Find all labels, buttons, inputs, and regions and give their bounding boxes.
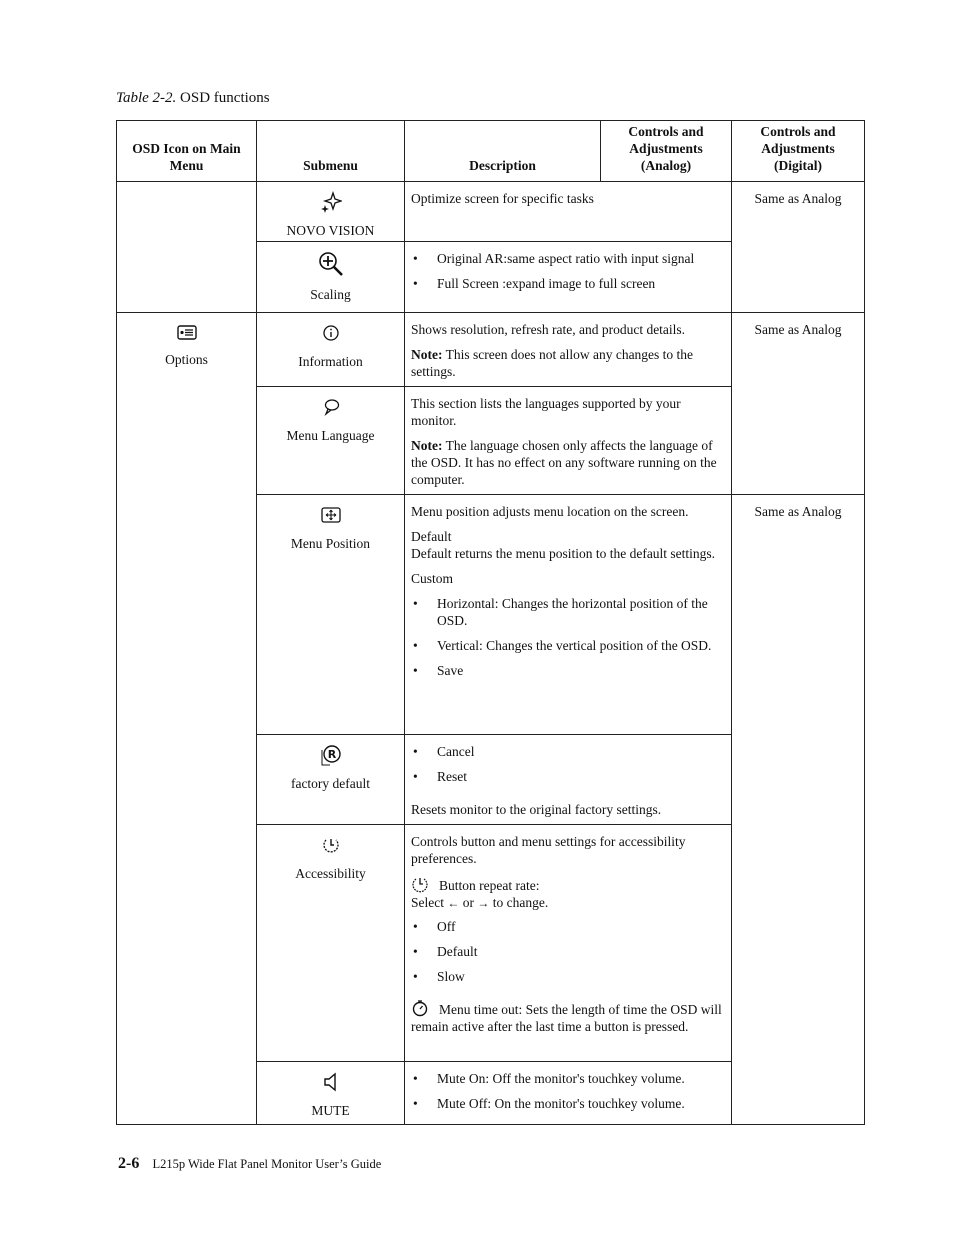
description-text: Controls button and menu settings for accessibility preferences. xyxy=(411,834,686,866)
svg-text:R: R xyxy=(327,748,336,761)
submenu-factory-default xyxy=(257,735,405,825)
submenu-label: Menu Language xyxy=(286,428,375,443)
list-item: • Mute On: Off the monitor's touchkey volume. xyxy=(411,1070,725,1087)
description-text: Optimize screen for specific tasks xyxy=(411,191,594,206)
description-default xyxy=(411,528,725,562)
accessibility-clock-icon xyxy=(320,834,342,856)
digital-position-mute: Same as Analog xyxy=(732,495,865,1125)
note-text: This screen does not allow any changes to the settings. xyxy=(411,347,694,379)
submenu-label: NOVO VISION xyxy=(286,223,375,238)
description-mute xyxy=(405,1062,732,1125)
list-item: • Slow xyxy=(411,968,725,985)
submenu-label: Accessibility xyxy=(295,866,366,881)
table-title: OSD functions xyxy=(180,90,270,106)
submenu-accessibility xyxy=(257,825,405,1062)
change-text: to change. xyxy=(492,895,549,910)
header-analog: Controls and Adjustments (Analog) xyxy=(601,121,732,182)
description-information xyxy=(405,313,732,387)
table-number: Table 2-2. xyxy=(116,90,177,106)
list-item: • Mute Off: On the monitor's touchkey volume. xyxy=(411,1095,725,1112)
button-repeat-icon xyxy=(411,875,429,893)
submenu-label: Menu Position xyxy=(290,536,371,551)
custom-heading: Custom xyxy=(411,571,454,586)
repeat-text: Button repeat rate: xyxy=(439,878,540,893)
description-novo-vision xyxy=(405,182,732,242)
stopwatch-icon xyxy=(411,999,429,1017)
table-caption xyxy=(116,90,270,107)
list-item: • Original AR:same aspect ratio with input signal xyxy=(411,250,725,267)
list-item: • Cancel xyxy=(411,743,725,760)
speaker-icon xyxy=(320,1071,342,1093)
page-footer xyxy=(118,1155,381,1173)
document-title: L215p Wide Flat Panel Monitor User’s Guide xyxy=(152,1157,382,1171)
left-arrow-icon: ← xyxy=(447,896,460,910)
description-scaling xyxy=(405,242,732,313)
submenu-label: Scaling xyxy=(310,287,351,302)
submenu-label: Information xyxy=(298,354,363,369)
select-text: Select xyxy=(411,895,444,910)
sparkle-icon xyxy=(320,191,342,213)
default-heading: Default xyxy=(411,529,452,544)
submenu-menu-language xyxy=(257,387,405,495)
right-arrow-icon: → xyxy=(477,896,490,910)
speech-bubble-icon xyxy=(320,396,342,418)
submenu-information xyxy=(257,313,405,387)
list-item: • Save xyxy=(411,662,725,679)
list-item: • Reset xyxy=(411,768,725,785)
description-note xyxy=(411,346,725,380)
submenu-novo-vision xyxy=(257,182,405,242)
header-description: Description xyxy=(405,121,601,182)
description-menu-position xyxy=(405,495,732,735)
description-menu-language xyxy=(405,387,732,495)
info-icon xyxy=(320,322,342,344)
note-label: Note: xyxy=(411,438,443,453)
or-text: or xyxy=(462,895,474,910)
description-text: Resets monitor to the original factory settings. xyxy=(411,802,662,817)
submenu-mute xyxy=(257,1062,405,1125)
main-icon-options xyxy=(117,313,257,1125)
submenu-scaling xyxy=(257,242,405,313)
table-row xyxy=(117,182,865,242)
button-repeat-rate xyxy=(411,875,725,912)
list-item: • Off xyxy=(411,918,725,935)
header-submenu: Submenu xyxy=(257,121,405,182)
note-text: The language chosen only affects the language of the OSD. It has no effect on any software running on the computer. xyxy=(411,438,717,487)
list-item: • Default xyxy=(411,943,725,960)
table-row xyxy=(117,313,865,387)
digital-novo-scaling: Same as Analog xyxy=(732,182,865,313)
note-label: Note: xyxy=(411,347,443,362)
description-note xyxy=(411,437,725,488)
description-text: Menu position adjusts menu location on the screen. xyxy=(411,504,689,519)
menu-position-icon xyxy=(320,504,342,526)
zoom-in-icon xyxy=(318,251,344,277)
factory-reset-icon xyxy=(320,744,342,766)
description-text: Shows resolution, refresh rate, and product details. xyxy=(411,322,686,337)
page-number: 2-6 xyxy=(118,1155,140,1172)
header-main-icon: OSD Icon on Main Menu xyxy=(117,121,257,182)
main-icon-cell-empty xyxy=(117,182,257,313)
table-header-row xyxy=(117,121,865,182)
submenu-menu-position xyxy=(257,495,405,735)
submenu-label: MUTE xyxy=(311,1103,350,1118)
digital-information-language: Same as Analog xyxy=(732,313,865,495)
list-item: • Horizontal: Changes the horizontal position of the OSD. xyxy=(411,595,725,629)
submenu-label: factory default xyxy=(290,776,371,791)
osd-functions-table xyxy=(116,120,865,1125)
description-text: This section lists the languages supported by your monitor. xyxy=(411,396,681,428)
options-label: Options xyxy=(165,352,208,367)
list-item: • Full Screen :expand image to full screen xyxy=(411,275,725,292)
options-menu-icon xyxy=(176,322,198,344)
default-text: Default returns the menu position to the default settings. xyxy=(411,546,716,561)
header-digital: Controls and Adjustments (Digital) xyxy=(732,121,865,182)
description-accessibility xyxy=(405,825,732,1062)
list-item: • Vertical: Changes the vertical position of the OSD. xyxy=(411,637,725,654)
timeout-text: Menu time out: Sets the length of time the OSD will remain active after the last time a button is pressed. xyxy=(411,1002,722,1034)
menu-timeout xyxy=(411,999,725,1035)
description-factory-default xyxy=(405,735,732,825)
